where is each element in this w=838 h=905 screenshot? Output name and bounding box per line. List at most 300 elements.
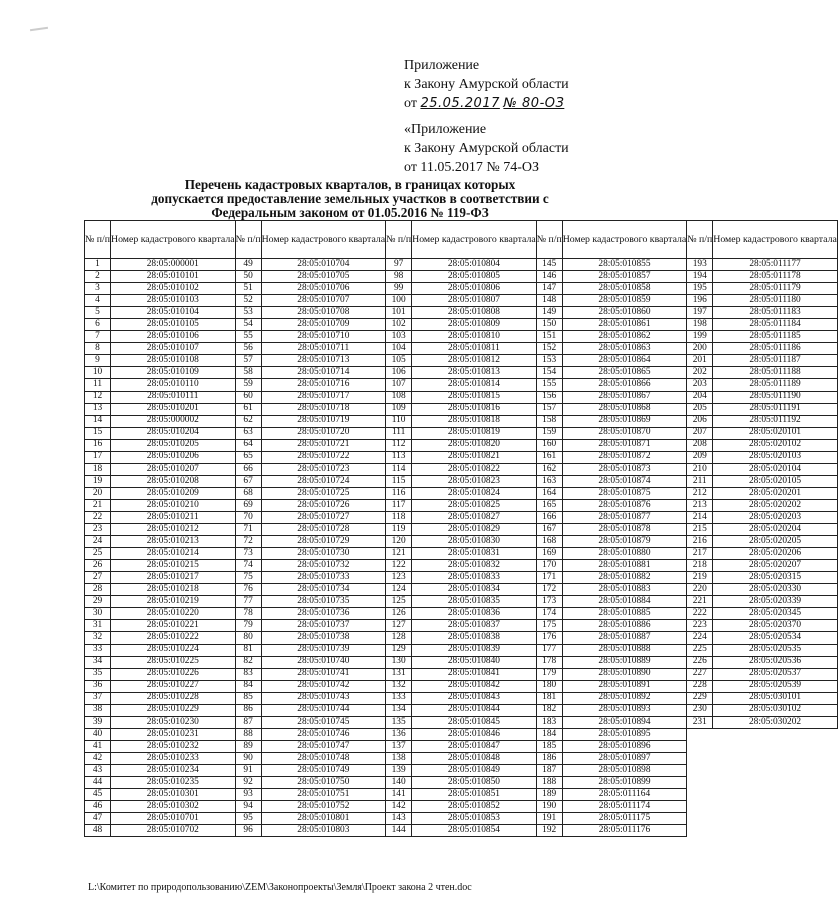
row-number-cell: 74 [235, 560, 261, 572]
row-number-cell: 43 [85, 764, 111, 776]
row-number-cell: 193 [687, 259, 713, 271]
row-number-cell: 93 [235, 789, 261, 801]
cadastral-number-cell: 28:05:020534 [713, 632, 838, 644]
cadastral-number-cell: 28:05:010732 [261, 560, 386, 572]
row-number-cell: 17 [85, 451, 111, 463]
row-number-cell: 189 [536, 789, 562, 801]
row-number-cell: 188 [536, 777, 562, 789]
cadastral-number-cell: 28:05:010834 [412, 584, 537, 596]
cadastral-number-cell: 28:05:010109 [111, 367, 236, 379]
table-row [85, 764, 838, 776]
row-number-cell: 96 [235, 825, 261, 837]
cadastral-number-cell: 28:05:010839 [412, 644, 537, 656]
row-number-cell [687, 813, 713, 825]
row-number-cell: 143 [386, 813, 412, 825]
header-num: № п/п [386, 221, 412, 259]
table-row [85, 560, 838, 572]
row-number-cell: 119 [386, 524, 412, 536]
cadastral-number-cell: 28:05:020205 [713, 536, 838, 548]
row-number-cell: 127 [386, 620, 412, 632]
row-number-cell: 102 [386, 319, 412, 331]
cadastral-number-cell: 28:05:010858 [562, 283, 687, 295]
row-number-cell: 221 [687, 596, 713, 608]
cadastral-number-cell: 28:05:010874 [562, 475, 687, 487]
row-number-cell: 103 [386, 331, 412, 343]
cadastral-number-cell: 28:05:010740 [261, 656, 386, 668]
cadastral-number-cell: 28:05:010843 [412, 692, 537, 704]
cadastral-number-cell: 28:05:010869 [562, 415, 687, 427]
cadastral-number-cell: 28:05:010214 [111, 548, 236, 560]
row-number-cell: 117 [386, 499, 412, 511]
cadastral-number-cell: 28:05:010744 [261, 704, 386, 716]
cadastral-number-cell: 28:05:010816 [412, 403, 537, 415]
row-number-cell [687, 764, 713, 776]
table-row [85, 415, 838, 427]
table-row [85, 391, 838, 403]
cadastral-number-cell: 28:05:010838 [412, 632, 537, 644]
row-number-cell: 176 [536, 632, 562, 644]
row-number-cell: 179 [536, 668, 562, 680]
row-number-cell: 132 [386, 680, 412, 692]
cadastral-number-cell: 28:05:010705 [261, 271, 386, 283]
cadastral-number-cell: 28:05:010819 [412, 427, 537, 439]
row-number-cell: 131 [386, 668, 412, 680]
cadastral-number-cell: 28:05:010217 [111, 572, 236, 584]
row-number-cell: 92 [235, 777, 261, 789]
table-row [85, 536, 838, 548]
cadastral-number-cell: 28:05:020345 [713, 608, 838, 620]
row-number-cell: 49 [235, 259, 261, 271]
row-number-cell: 124 [386, 584, 412, 596]
row-number-cell: 10 [85, 367, 111, 379]
title-line: Перечень кадастровых кварталов, в границах которых [184, 177, 516, 192]
row-number-cell: 53 [235, 307, 261, 319]
cadastral-number-cell: 28:05:010212 [111, 524, 236, 536]
row-number-cell: 129 [386, 644, 412, 656]
table-row [85, 716, 838, 728]
row-number-cell: 148 [536, 295, 562, 307]
cadastral-number-cell: 28:05:020203 [713, 511, 838, 523]
row-number-cell: 36 [85, 680, 111, 692]
cadastral-number-cell: 28:05:020339 [713, 596, 838, 608]
cadastral-number-cell: 28:05:010812 [412, 355, 537, 367]
cadastral-number-cell: 28:05:011176 [562, 825, 687, 837]
table-row [85, 572, 838, 584]
row-number-cell: 162 [536, 463, 562, 475]
cadastral-number-cell: 28:05:010850 [412, 777, 537, 789]
row-number-cell: 22 [85, 511, 111, 523]
cadastral-number-cell: 28:05:010877 [562, 511, 687, 523]
row-number-cell: 178 [536, 656, 562, 668]
table-row [85, 343, 838, 355]
row-number-cell: 195 [687, 283, 713, 295]
cadastral-number-cell: 28:05:010302 [111, 801, 236, 813]
row-number-cell: 19 [85, 475, 111, 487]
cadastral-number-cell: 28:05:010880 [562, 548, 687, 560]
cadastral-number-cell: 28:05:010724 [261, 475, 386, 487]
table-row [85, 427, 838, 439]
row-number-cell: 79 [235, 620, 261, 632]
row-number-cell: 81 [235, 644, 261, 656]
row-number-cell: 115 [386, 475, 412, 487]
cadastral-number-cell: 28:05:010846 [412, 728, 537, 740]
row-number-cell: 69 [235, 499, 261, 511]
cadastral-number-cell: 28:05:010876 [562, 499, 687, 511]
cadastral-number-cell: 28:05:010840 [412, 656, 537, 668]
row-number-cell: 185 [536, 740, 562, 752]
cadastral-number-cell: 28:05:010734 [261, 584, 386, 596]
cadastral-number-cell: 28:05:011164 [562, 789, 687, 801]
row-number-cell: 156 [536, 391, 562, 403]
header-quarter: Номер кадастрового квартала [111, 221, 236, 259]
cadastral-number-cell: 28:05:010893 [562, 704, 687, 716]
row-number-cell: 183 [536, 716, 562, 728]
cadastral-number-cell: 28:05:020103 [713, 451, 838, 463]
cadastral-number-cell: 28:05:020102 [713, 439, 838, 451]
row-number-cell: 5 [85, 307, 111, 319]
annex-line: к Закону Амурской области [404, 77, 569, 92]
cadastral-number-cell: 28:05:011178 [713, 271, 838, 283]
row-number-cell: 11 [85, 379, 111, 391]
cadastral-number-cell: 28:05:010833 [412, 572, 537, 584]
table-row [85, 644, 838, 656]
cadastral-number-cell: 28:05:010801 [261, 813, 386, 825]
cadastral-number-cell: 28:05:010868 [562, 403, 687, 415]
row-number-cell: 107 [386, 379, 412, 391]
cadastral-number-cell: 28:05:010822 [412, 463, 537, 475]
row-number-cell: 159 [536, 427, 562, 439]
row-number-cell: 228 [687, 680, 713, 692]
cadastral-number-cell: 28:05:010718 [261, 403, 386, 415]
cadastral-number-cell: 28:05:010729 [261, 536, 386, 548]
cadastral-number-cell [713, 764, 838, 776]
cadastral-number-cell: 28:05:010882 [562, 572, 687, 584]
cadastral-number-cell: 28:05:011190 [713, 391, 838, 403]
table-row [85, 379, 838, 391]
table-row [85, 620, 838, 632]
row-number-cell: 222 [687, 608, 713, 620]
row-number-cell: 133 [386, 692, 412, 704]
handwritten-law-number: № 80-ОЗ [503, 96, 565, 111]
table-row [85, 307, 838, 319]
cadastral-number-cell: 28:05:010211 [111, 511, 236, 523]
row-number-cell: 163 [536, 475, 562, 487]
row-number-cell: 142 [386, 801, 412, 813]
row-number-cell: 28 [85, 584, 111, 596]
cadastral-number-cell: 28:05:010865 [562, 367, 687, 379]
row-number-cell: 54 [235, 319, 261, 331]
row-number-cell: 86 [235, 704, 261, 716]
cadastral-number-cell: 28:05:011177 [713, 259, 838, 271]
row-number-cell: 135 [386, 716, 412, 728]
cadastral-number-cell [713, 740, 838, 752]
cadastral-number-cell: 28:05:010889 [562, 656, 687, 668]
cadastral-number-cell: 28:05:010808 [412, 307, 537, 319]
cadastral-number-cell: 28:05:010898 [562, 764, 687, 776]
cadastral-number-cell: 28:05:010108 [111, 355, 236, 367]
annex-line: Приложение [404, 58, 480, 73]
row-number-cell: 57 [235, 355, 261, 367]
row-number-cell: 149 [536, 307, 562, 319]
row-number-cell: 230 [687, 704, 713, 716]
cadastral-number-cell: 28:05:020370 [713, 620, 838, 632]
cadastral-number-cell: 28:05:010866 [562, 379, 687, 391]
title-line: допускается предоставление земельных участков в соответствии с [151, 191, 549, 206]
cadastral-number-cell: 28:05:010809 [412, 319, 537, 331]
cadastral-number-cell: 28:05:010806 [412, 283, 537, 295]
row-number-cell: 61 [235, 403, 261, 415]
cadastral-number-cell: 28:05:010716 [261, 379, 386, 391]
cadastral-number-cell: 28:05:010836 [412, 608, 537, 620]
row-number-cell: 154 [536, 367, 562, 379]
row-number-cell [687, 777, 713, 789]
row-number-cell: 167 [536, 524, 562, 536]
table-row [85, 295, 838, 307]
cadastral-number-cell: 28:05:010219 [111, 596, 236, 608]
cadastral-number-cell: 28:05:010743 [261, 692, 386, 704]
row-number-cell: 89 [235, 740, 261, 752]
cadastral-number-cell: 28:05:010745 [261, 716, 386, 728]
row-number-cell: 209 [687, 451, 713, 463]
row-number-cell: 16 [85, 439, 111, 451]
cadastral-number-cell: 28:05:020315 [713, 572, 838, 584]
row-number-cell: 58 [235, 367, 261, 379]
row-number-cell: 100 [386, 295, 412, 307]
cadastral-number-cell: 28:05:010890 [562, 668, 687, 680]
cadastral-number-cell: 28:05:010207 [111, 463, 236, 475]
row-number-cell: 170 [536, 560, 562, 572]
cadastral-number-cell: 28:05:020536 [713, 656, 838, 668]
cadastral-number-cell: 28:05:030202 [713, 716, 838, 728]
table-row [85, 740, 838, 752]
row-number-cell: 88 [235, 728, 261, 740]
cadastral-number-cell: 28:05:010891 [562, 680, 687, 692]
row-number-cell: 26 [85, 560, 111, 572]
cadastral-number-cell: 28:05:010878 [562, 524, 687, 536]
cadastral-number-cell: 28:05:010229 [111, 704, 236, 716]
row-number-cell: 121 [386, 548, 412, 560]
row-number-cell: 106 [386, 367, 412, 379]
cadastral-number-cell: 28:05:010752 [261, 801, 386, 813]
header-num: № п/п [85, 221, 111, 259]
row-number-cell [687, 789, 713, 801]
table-row [85, 632, 838, 644]
cadastral-number-cell: 28:05:010899 [562, 777, 687, 789]
cadastral-number-cell: 28:05:010841 [412, 668, 537, 680]
row-number-cell [687, 728, 713, 740]
row-number-cell: 76 [235, 584, 261, 596]
cadastral-number-cell: 28:05:010723 [261, 463, 386, 475]
cadastral-number-cell [713, 728, 838, 740]
row-number-cell: 128 [386, 632, 412, 644]
cadastral-number-cell: 28:05:010811 [412, 343, 537, 355]
row-number-cell: 155 [536, 379, 562, 391]
row-number-cell: 134 [386, 704, 412, 716]
row-number-cell: 40 [85, 728, 111, 740]
row-number-cell: 210 [687, 463, 713, 475]
row-number-cell: 197 [687, 307, 713, 319]
cadastral-number-cell: 28:05:010845 [412, 716, 537, 728]
row-number-cell: 223 [687, 620, 713, 632]
cadastral-number-cell: 28:05:010815 [412, 391, 537, 403]
cadastral-number-cell: 28:05:010107 [111, 343, 236, 355]
cadastral-number-cell: 28:05:010803 [261, 825, 386, 837]
cadastral-number-cell: 28:05:020204 [713, 524, 838, 536]
row-number-cell: 90 [235, 752, 261, 764]
row-number-cell: 218 [687, 560, 713, 572]
cadastral-number-cell: 28:05:010892 [562, 692, 687, 704]
cadastral-number-cell: 28:05:011189 [713, 379, 838, 391]
cadastral-number-cell: 28:05:011179 [713, 283, 838, 295]
cadastral-number-cell [713, 801, 838, 813]
cadastral-number-cell: 28:05:010301 [111, 789, 236, 801]
header-num: № п/п [687, 221, 713, 259]
cadastral-number-cell: 28:05:020535 [713, 644, 838, 656]
row-number-cell: 20 [85, 487, 111, 499]
row-number-cell: 46 [85, 801, 111, 813]
table-row [85, 355, 838, 367]
table-row [85, 584, 838, 596]
cadastral-number-cell: 28:05:010888 [562, 644, 687, 656]
table-row [85, 511, 838, 523]
cadastral-number-cell: 28:05:020201 [713, 487, 838, 499]
row-number-cell: 150 [536, 319, 562, 331]
annex-line: от 11.05.2017 № 74-ОЗ [404, 160, 540, 175]
cadastral-number-cell: 28:05:020105 [713, 475, 838, 487]
cadastral-number-cell: 28:05:010708 [261, 307, 386, 319]
cadastral-number-cell: 28:05:011191 [713, 403, 838, 415]
row-number-cell: 174 [536, 608, 562, 620]
cadastral-number-cell: 28:05:010805 [412, 271, 537, 283]
table-row [85, 656, 838, 668]
cadastral-number-cell: 28:05:010222 [111, 632, 236, 644]
row-number-cell: 50 [235, 271, 261, 283]
cadastral-number-cell [713, 813, 838, 825]
cadastral-number-cell: 28:05:010851 [412, 789, 537, 801]
row-number-cell: 224 [687, 632, 713, 644]
cadastral-number-cell: 28:05:010717 [261, 391, 386, 403]
row-number-cell: 7 [85, 331, 111, 343]
cadastral-number-cell: 28:05:010832 [412, 560, 537, 572]
table-row [85, 331, 838, 343]
cadastral-number-cell: 28:05:010867 [562, 391, 687, 403]
row-number-cell: 192 [536, 825, 562, 837]
row-number-cell: 120 [386, 536, 412, 548]
row-number-cell: 23 [85, 524, 111, 536]
cadastral-number-cell: 28:05:010106 [111, 331, 236, 343]
row-number-cell: 41 [85, 740, 111, 752]
header-quarter: Номер кадастрового квартала [713, 221, 838, 259]
row-number-cell: 116 [386, 487, 412, 499]
cadastral-number-cell: 28:05:010220 [111, 608, 236, 620]
cadastral-number-cell: 28:05:010728 [261, 524, 386, 536]
row-number-cell: 84 [235, 680, 261, 692]
row-number-cell: 158 [536, 415, 562, 427]
row-number-cell: 184 [536, 728, 562, 740]
cadastral-number-cell: 28:05:010885 [562, 608, 687, 620]
row-number-cell: 201 [687, 355, 713, 367]
cadastral-number-cell: 28:05:020537 [713, 668, 838, 680]
row-number-cell: 52 [235, 295, 261, 307]
row-number-cell: 70 [235, 511, 261, 523]
row-number-cell: 206 [687, 415, 713, 427]
row-number-cell: 59 [235, 379, 261, 391]
cadastral-number-cell: 28:05:010897 [562, 752, 687, 764]
cadastral-number-cell: 28:05:010710 [261, 331, 386, 343]
header-quarter: Номер кадастрового квартала [261, 221, 386, 259]
row-number-cell: 138 [386, 752, 412, 764]
row-number-cell: 97 [386, 259, 412, 271]
cadastral-number-cell: 28:05:010844 [412, 704, 537, 716]
row-number-cell: 229 [687, 692, 713, 704]
cadastral-number-cell: 28:05:010749 [261, 764, 386, 776]
cadastral-number-cell [713, 789, 838, 801]
cadastral-number-cell: 28:05:010887 [562, 632, 687, 644]
row-number-cell: 71 [235, 524, 261, 536]
cadastral-number-cell: 28:05:010842 [412, 680, 537, 692]
row-number-cell: 202 [687, 367, 713, 379]
row-number-cell: 31 [85, 620, 111, 632]
cadastral-number-cell: 28:05:010213 [111, 536, 236, 548]
table-header [85, 221, 838, 259]
cadastral-number-cell: 28:05:010735 [261, 596, 386, 608]
cadastral-number-cell: 28:05:010870 [562, 427, 687, 439]
cadastral-number-cell: 28:05:010821 [412, 451, 537, 463]
row-number-cell: 169 [536, 548, 562, 560]
cadastral-number-cell: 28:05:000001 [111, 259, 236, 271]
row-number-cell: 211 [687, 475, 713, 487]
row-number-cell: 83 [235, 668, 261, 680]
cadastral-number-cell: 28:05:010711 [261, 343, 386, 355]
row-number-cell [687, 801, 713, 813]
cadastral-number-cell: 28:05:010896 [562, 740, 687, 752]
row-number-cell: 153 [536, 355, 562, 367]
cadastral-number-cell: 28:05:010105 [111, 319, 236, 331]
cadastral-number-cell: 28:05:010709 [261, 319, 386, 331]
cadastral-number-cell: 28:05:010111 [111, 391, 236, 403]
row-number-cell: 47 [85, 813, 111, 825]
cadastral-number-cell: 28:05:030102 [713, 704, 838, 716]
row-number-cell: 212 [687, 487, 713, 499]
page-title [90, 178, 610, 220]
cadastral-number-cell: 28:05:010232 [111, 740, 236, 752]
row-number-cell [687, 825, 713, 837]
row-number-cell: 113 [386, 451, 412, 463]
table-row [85, 403, 838, 415]
annex-date-line [404, 94, 569, 113]
row-number-cell: 2 [85, 271, 111, 283]
cadastral-number-cell: 28:05:011184 [713, 319, 838, 331]
row-number-cell: 227 [687, 668, 713, 680]
row-number-cell: 32 [85, 632, 111, 644]
row-number-cell: 66 [235, 463, 261, 475]
row-number-cell: 37 [85, 692, 111, 704]
row-number-cell: 4 [85, 295, 111, 307]
row-number-cell: 146 [536, 271, 562, 283]
cadastral-number-cell: 28:05:011174 [562, 801, 687, 813]
table-row [85, 801, 838, 813]
table-row [85, 728, 838, 740]
cadastral-number-cell: 28:05:010722 [261, 451, 386, 463]
cadastral-number-cell: 28:05:010235 [111, 777, 236, 789]
row-number-cell: 123 [386, 572, 412, 584]
cadastral-number-cell: 28:05:010824 [412, 487, 537, 499]
cadastral-number-cell: 28:05:020101 [713, 427, 838, 439]
cadastral-number-cell: 28:05:020330 [713, 584, 838, 596]
row-number-cell: 18 [85, 463, 111, 475]
row-number-cell: 151 [536, 331, 562, 343]
row-number-cell: 130 [386, 656, 412, 668]
